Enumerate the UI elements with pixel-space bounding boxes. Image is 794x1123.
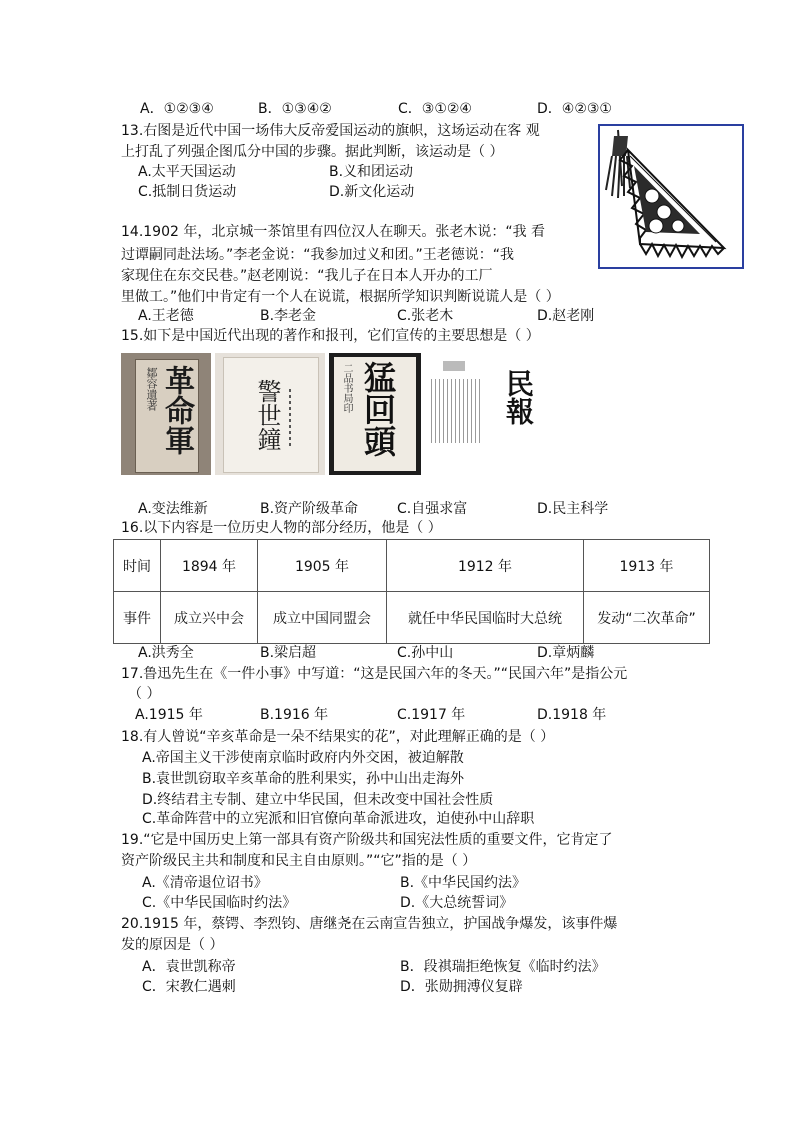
q20-option-a: A．袁世凯称帝 [142, 959, 236, 975]
table-cell: 1913 年 [584, 540, 710, 592]
q14-stem-line1: 14.1902 年，北京城一茶馆里有四位汉人在聊天。张老木说：“我 看 [121, 224, 546, 240]
q17-option-d: D.1918 年 [537, 707, 607, 723]
q16-timeline-table [113, 539, 710, 644]
q18-option-d: D.终结君主专制、建立中华民国，但未改变中国社会性质 [142, 792, 494, 808]
table-cell: 成立兴中会 [161, 592, 258, 644]
q15-option-b: B.资产阶级革命 [260, 501, 359, 517]
q16-option-b: B.梁启超 [260, 645, 317, 661]
q19-option-b: B.《中华民国约法》 [400, 875, 527, 891]
img1-side-text: 鄒容遺著 [145, 367, 158, 411]
book-cover-geming-jun [121, 353, 211, 475]
table-cell: 发动“二次革命” [584, 592, 710, 644]
q13-option-d: D.新文化运动 [329, 184, 415, 200]
q18-stem-line1: 18.有人曾说“辛亥革命是一朵不结果实的花”，对此理解正确的是（ ） [121, 729, 555, 745]
q15-option-c: C.自强求富 [397, 501, 468, 517]
q19-option-d: D.《大总统誓词》 [400, 895, 514, 911]
q17-option-a: A.1915 年 [135, 707, 203, 723]
table-cell: 1894 年 [161, 540, 258, 592]
img2-main-title: 警世鐘 [253, 379, 281, 451]
q20-stem-line2: 发的原因是（ ） [121, 937, 224, 953]
q14-stem-line2: 过谭嗣同赴法场。”李老金说：“我参加过义和团。”王老德说：“我 [121, 247, 515, 263]
table-cell: 成立中国同盟会 [258, 592, 387, 644]
img1-main-title: 革命軍 [159, 365, 194, 455]
table-cell: 时间 [114, 540, 161, 592]
q14-option-b: B.李老金 [260, 308, 317, 324]
q19-stem-line1: 19.“它是中国历史上第一部具有资产阶级共和国宪法性质的重要文件，它肯定了 [121, 832, 613, 848]
book-cover-jingshi-zhong [215, 353, 325, 475]
table-cell: 事件 [114, 592, 161, 644]
q17-option-b: B.1916 年 [260, 707, 329, 723]
q17-option-c: C.1917 年 [397, 707, 466, 723]
table-row [114, 592, 710, 644]
q14-option-a: A.王老德 [138, 308, 194, 324]
q12-option-d: D．④②③① [537, 101, 612, 117]
q13-option-a: A.太平天国运动 [138, 164, 236, 180]
table-row [114, 540, 710, 592]
q13-option-c: C.抵制日货运动 [138, 184, 237, 200]
q16-option-a: A.洪秀全 [138, 645, 194, 661]
img3-main-title: 猛回頭 [359, 361, 397, 457]
q20-option-c: C．宋教仁遇刺 [142, 979, 236, 995]
boxer-flag-image [598, 124, 744, 269]
q15-publications-images [121, 353, 549, 475]
table-cell: 就任中华民国临时大总统 [387, 592, 584, 644]
q14-option-d: D.赵老刚 [537, 308, 595, 324]
q19-option-a: A.《清帝退位诏书》 [142, 875, 268, 891]
q13-stem-line2: 上打乱了列强企图瓜分中国的步骤。据此判断，该运动是（ ） [121, 144, 504, 160]
img3-side-text: 二品书局印 [341, 363, 352, 413]
q16-option-c: C.孙中山 [397, 645, 454, 661]
q14-stem-line4: 里做工。”他们中肯定有一个人在说谎，根据所学知识判断说谎人是（ ） [121, 289, 560, 305]
q13-option-b: B.义和团运动 [329, 164, 414, 180]
q14-stem-line3: 家现住在东交民巷。”赵老刚说：“我儿子在日本人开办的工厂 [121, 268, 493, 284]
q15-option-a: A.变法维新 [138, 501, 208, 517]
q18-option-c: C.革命阵营中的立宪派和旧官僚向革命派进攻，迫使孙中山辞职 [142, 811, 535, 827]
q13-stem-line1: 13.右图是近代中国一场伟大反帝爱国运动的旗帜，这场运动在客 观 [121, 123, 540, 139]
q19-stem-line2: 资产阶级民主共和制度和民主自由原则。”“它”指的是（ ） [121, 853, 477, 869]
q15-stem-line1: 15.如下是中国近代出现的著作和报刊，它们宣传的主要思想是（ ） [121, 328, 540, 344]
table-cell: 1912 年 [387, 540, 584, 592]
q16-option-d: D.章炳麟 [537, 645, 595, 661]
book-cover-meng-huitou [329, 353, 421, 475]
q17-stem-line1: 17.鲁迅先生在《一件小事》中写道：“这是民国六年的冬天。”“民国六年”是指公元 [121, 666, 628, 682]
img5-main-title: 民報 [502, 369, 535, 425]
q17-stem-line2: （ ） [128, 686, 161, 702]
newspaper-page-image [425, 353, 487, 475]
flag-illustration [600, 126, 742, 267]
q14-option-c: C.张老木 [397, 308, 454, 324]
q20-option-d: D．张勋拥溥仪复辟 [400, 979, 523, 995]
q12-option-c: C．③①②④ [398, 101, 472, 117]
table-cell: 1905 年 [258, 540, 387, 592]
q18-option-b: B.袁世凯窃取辛亥革命的胜利果实，孙中山出走海外 [142, 771, 465, 787]
q12-option-b: B．①③④② [258, 101, 332, 117]
q15-option-d: D.民主科学 [537, 501, 609, 517]
q18-option-a: A.帝国主义干涉使南京临时政府内外交困，被迫解散 [142, 750, 464, 766]
q16-stem-line1: 16.以下内容是一位历史人物的部分经历，他是（ ） [121, 520, 442, 536]
q12-option-a: A．①②③④ [140, 101, 214, 117]
q20-option-b: B．段祺瑞拒绝恢复《临时约法》 [400, 959, 606, 975]
newspaper-minbao [487, 353, 549, 475]
q19-option-c: C.《中华民国临时约法》 [142, 895, 297, 911]
q20-stem-line1: 20.1915 年，蔡锷、李烈钧、唐继尧在云南宣告独立，护国战争爆发，该事件爆 [121, 916, 618, 932]
